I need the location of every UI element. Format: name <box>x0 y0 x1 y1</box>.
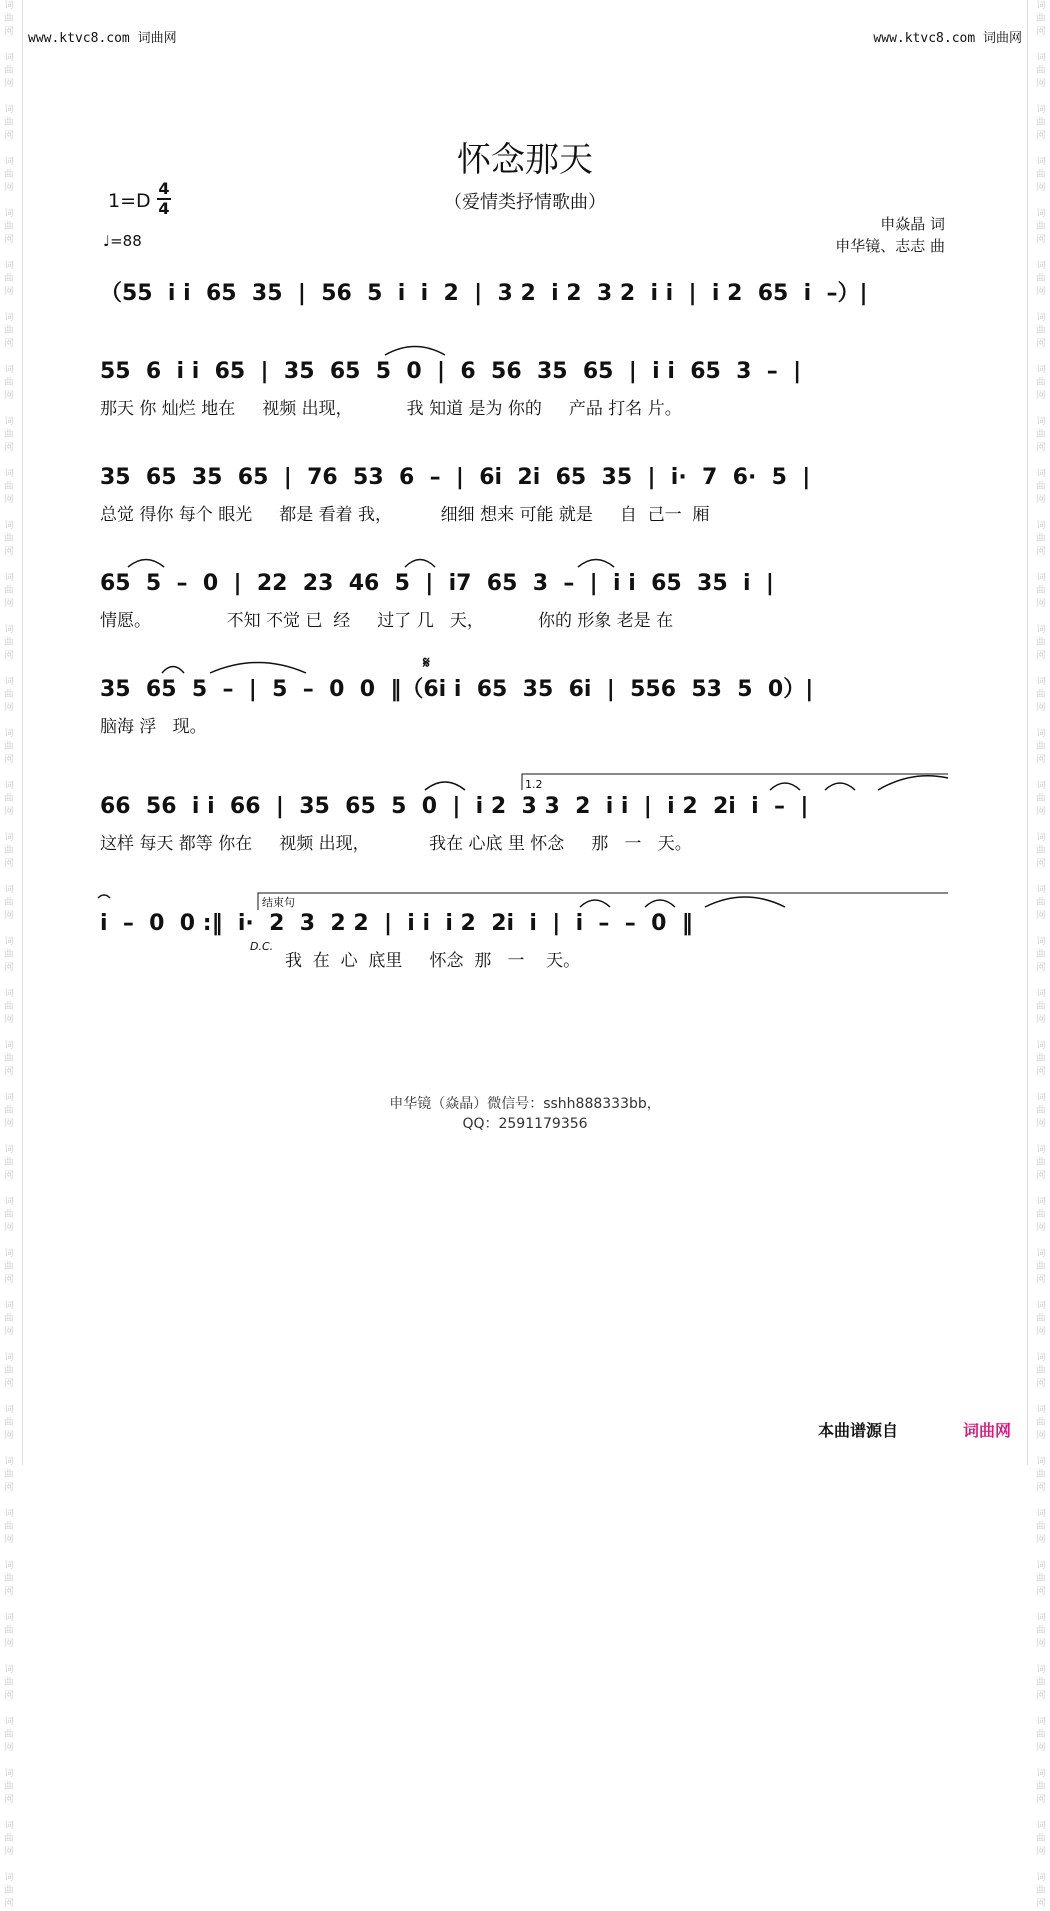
ending-label: 结束句 <box>262 896 295 909</box>
tie <box>705 897 785 907</box>
score-line-5 <box>100 653 813 737</box>
site-url-right[interactable]: www.ktvc8.com 词曲网 <box>873 31 1022 46</box>
quarter-note-icon: ♩ <box>103 232 111 250</box>
lyrics-line-7: 我 在 心 底里 怀念 那 一 天。 <box>285 951 581 971</box>
lyrics-line-2: 那天 你 灿烂 地在 视频 出现， 我 知道 是为 你的 产品 打名 片。 <box>100 399 682 419</box>
source-label: 本曲谱源自 <box>818 1421 899 1440</box>
right-watermark-strip: 词 曲 网 词 曲 网 词 曲 网 词 曲 网 词 曲 网 词 曲 网 词 曲 网 词 曲 网 词 曲 网 词 曲 网 词 曲 网 词 曲 网 词 曲 网 词 曲 网 词 曲 网 词 曲 网 词 曲 网 词 曲 网 词 曲 网 词 曲 网 词 曲 网 词 曲 网 词 曲 网 词 曲 网 词 曲 网 词 曲 网 词 曲 网 词 曲 网 词 曲 网 词 曲 网 词 曲 网 词 曲 网 词 曲 网 词 曲 网 词 曲 网 词 曲 网 词 曲 网 <box>1036 1 1046 1909</box>
lyrics-line-3: 总觉 得你 每个 眼光 都是 看着 我， 细细 想来 可能 就是 自 己一 厢 <box>100 505 710 525</box>
source-site-link[interactable]: 词曲网 <box>963 1421 1012 1440</box>
dc-mark: D.C. <box>250 940 274 953</box>
left-watermark-strip: 词 曲 网 词 曲 网 词 曲 网 词 曲 网 词 曲 网 词 曲 网 词 曲 网 词 曲 网 词 曲 网 词 曲 网 词 曲 网 词 曲 网 词 曲 网 词 曲 网 词 曲 网 词 曲 网 词 曲 网 词 曲 网 词 曲 网 词 曲 网 词 曲 网 词 曲 网 词 曲 网 词 曲 网 词 曲 网 词 曲 网 词 曲 网 词 曲 网 词 曲 网 词 曲 网 词 曲 网 词 曲 网 词 曲 网 词 曲 网 词 曲 网 词 曲 网 词 曲 网 <box>4 1 14 1909</box>
meter-top: 4 <box>158 179 170 198</box>
score-line-4 <box>100 560 774 632</box>
volta-number: 1.2 <box>525 778 543 791</box>
score-line-6 <box>100 774 948 854</box>
tie <box>878 776 948 790</box>
tie <box>210 663 306 674</box>
lyrics-line-4: 情愿。 不知 不觉 已 经 过了 几 天， 你的 形象 老是 在 <box>100 611 674 631</box>
notes-line-2: 55 6 i i 65 | 35 65 5 0 | 6 56 35 65 | i i 65 3 – | <box>100 359 802 384</box>
lyricist-credit: 申焱晶 词 <box>880 215 945 233</box>
slur <box>405 560 435 568</box>
notes-line-6: 66 56 i i 66 | 35 65 5 0 | i 2 3 3 2 i i | i 2 2i i – | <box>100 794 809 819</box>
song-title: 怀念那天 <box>457 140 593 180</box>
notes-line-4: 65 5 – 0 | 22 23 46 5 | i7 65 3 – | i i 65 35 i | <box>100 571 774 596</box>
notes-line-5: 35 65 5 – | 5 – 0 0 ‖（6i i 65 35 6i | 556 53 5 0）| <box>100 677 814 702</box>
score-line-7 <box>98 893 948 971</box>
slur <box>425 782 465 790</box>
contact-qq: QQ：2591179356 <box>462 1116 588 1132</box>
lyrics-line-5: 脑海 浮 现。 <box>100 717 207 737</box>
contact-wechat: 申华镜（焱晶）微信号：sshh888333bb， <box>389 1096 661 1112</box>
slur <box>580 900 610 907</box>
slur <box>825 783 855 790</box>
song-subtitle: （爱情类抒情歌曲） <box>444 192 606 213</box>
lyrics-line-6: 这样 每天 都等 你在 视频 出现， 我在 心底 里 怀念 那 一 天。 <box>100 834 692 854</box>
notes-line-7: i – 0 0 :‖ i· 2 3 2 2 | i i i 2 2i i | i – – 0 ‖ <box>100 911 693 936</box>
site-url-left[interactable]: www.ktvc8.com 词曲网 <box>28 31 177 46</box>
meter-bottom: 4 <box>158 199 170 218</box>
notes-line-1: （55 i i 65 35 | 56 5 i i 2 | 3 2 i 2 3 2 i i | i 2 65 i –）| <box>100 281 868 306</box>
score-line-2 <box>100 347 801 420</box>
composer-credit: 申华镜、志志 曲 <box>835 237 945 255</box>
slur <box>385 347 445 356</box>
slur <box>770 783 800 790</box>
tie <box>98 895 110 898</box>
key-signature: 1=D <box>108 190 151 212</box>
slur <box>128 560 164 568</box>
volta-bracket <box>522 774 948 790</box>
notes-line-3: 35 65 35 65 | 76 53 6 – | 6i 2i 65 35 | i· 7 6· 5 | <box>100 465 811 490</box>
score-line-3 <box>100 465 810 525</box>
slur <box>578 560 614 568</box>
score-line-1 <box>100 281 868 306</box>
slur <box>645 900 675 907</box>
slur <box>162 667 184 674</box>
tempo-value: =88 <box>110 232 142 250</box>
segno-sign: 𝄋 <box>423 653 430 672</box>
